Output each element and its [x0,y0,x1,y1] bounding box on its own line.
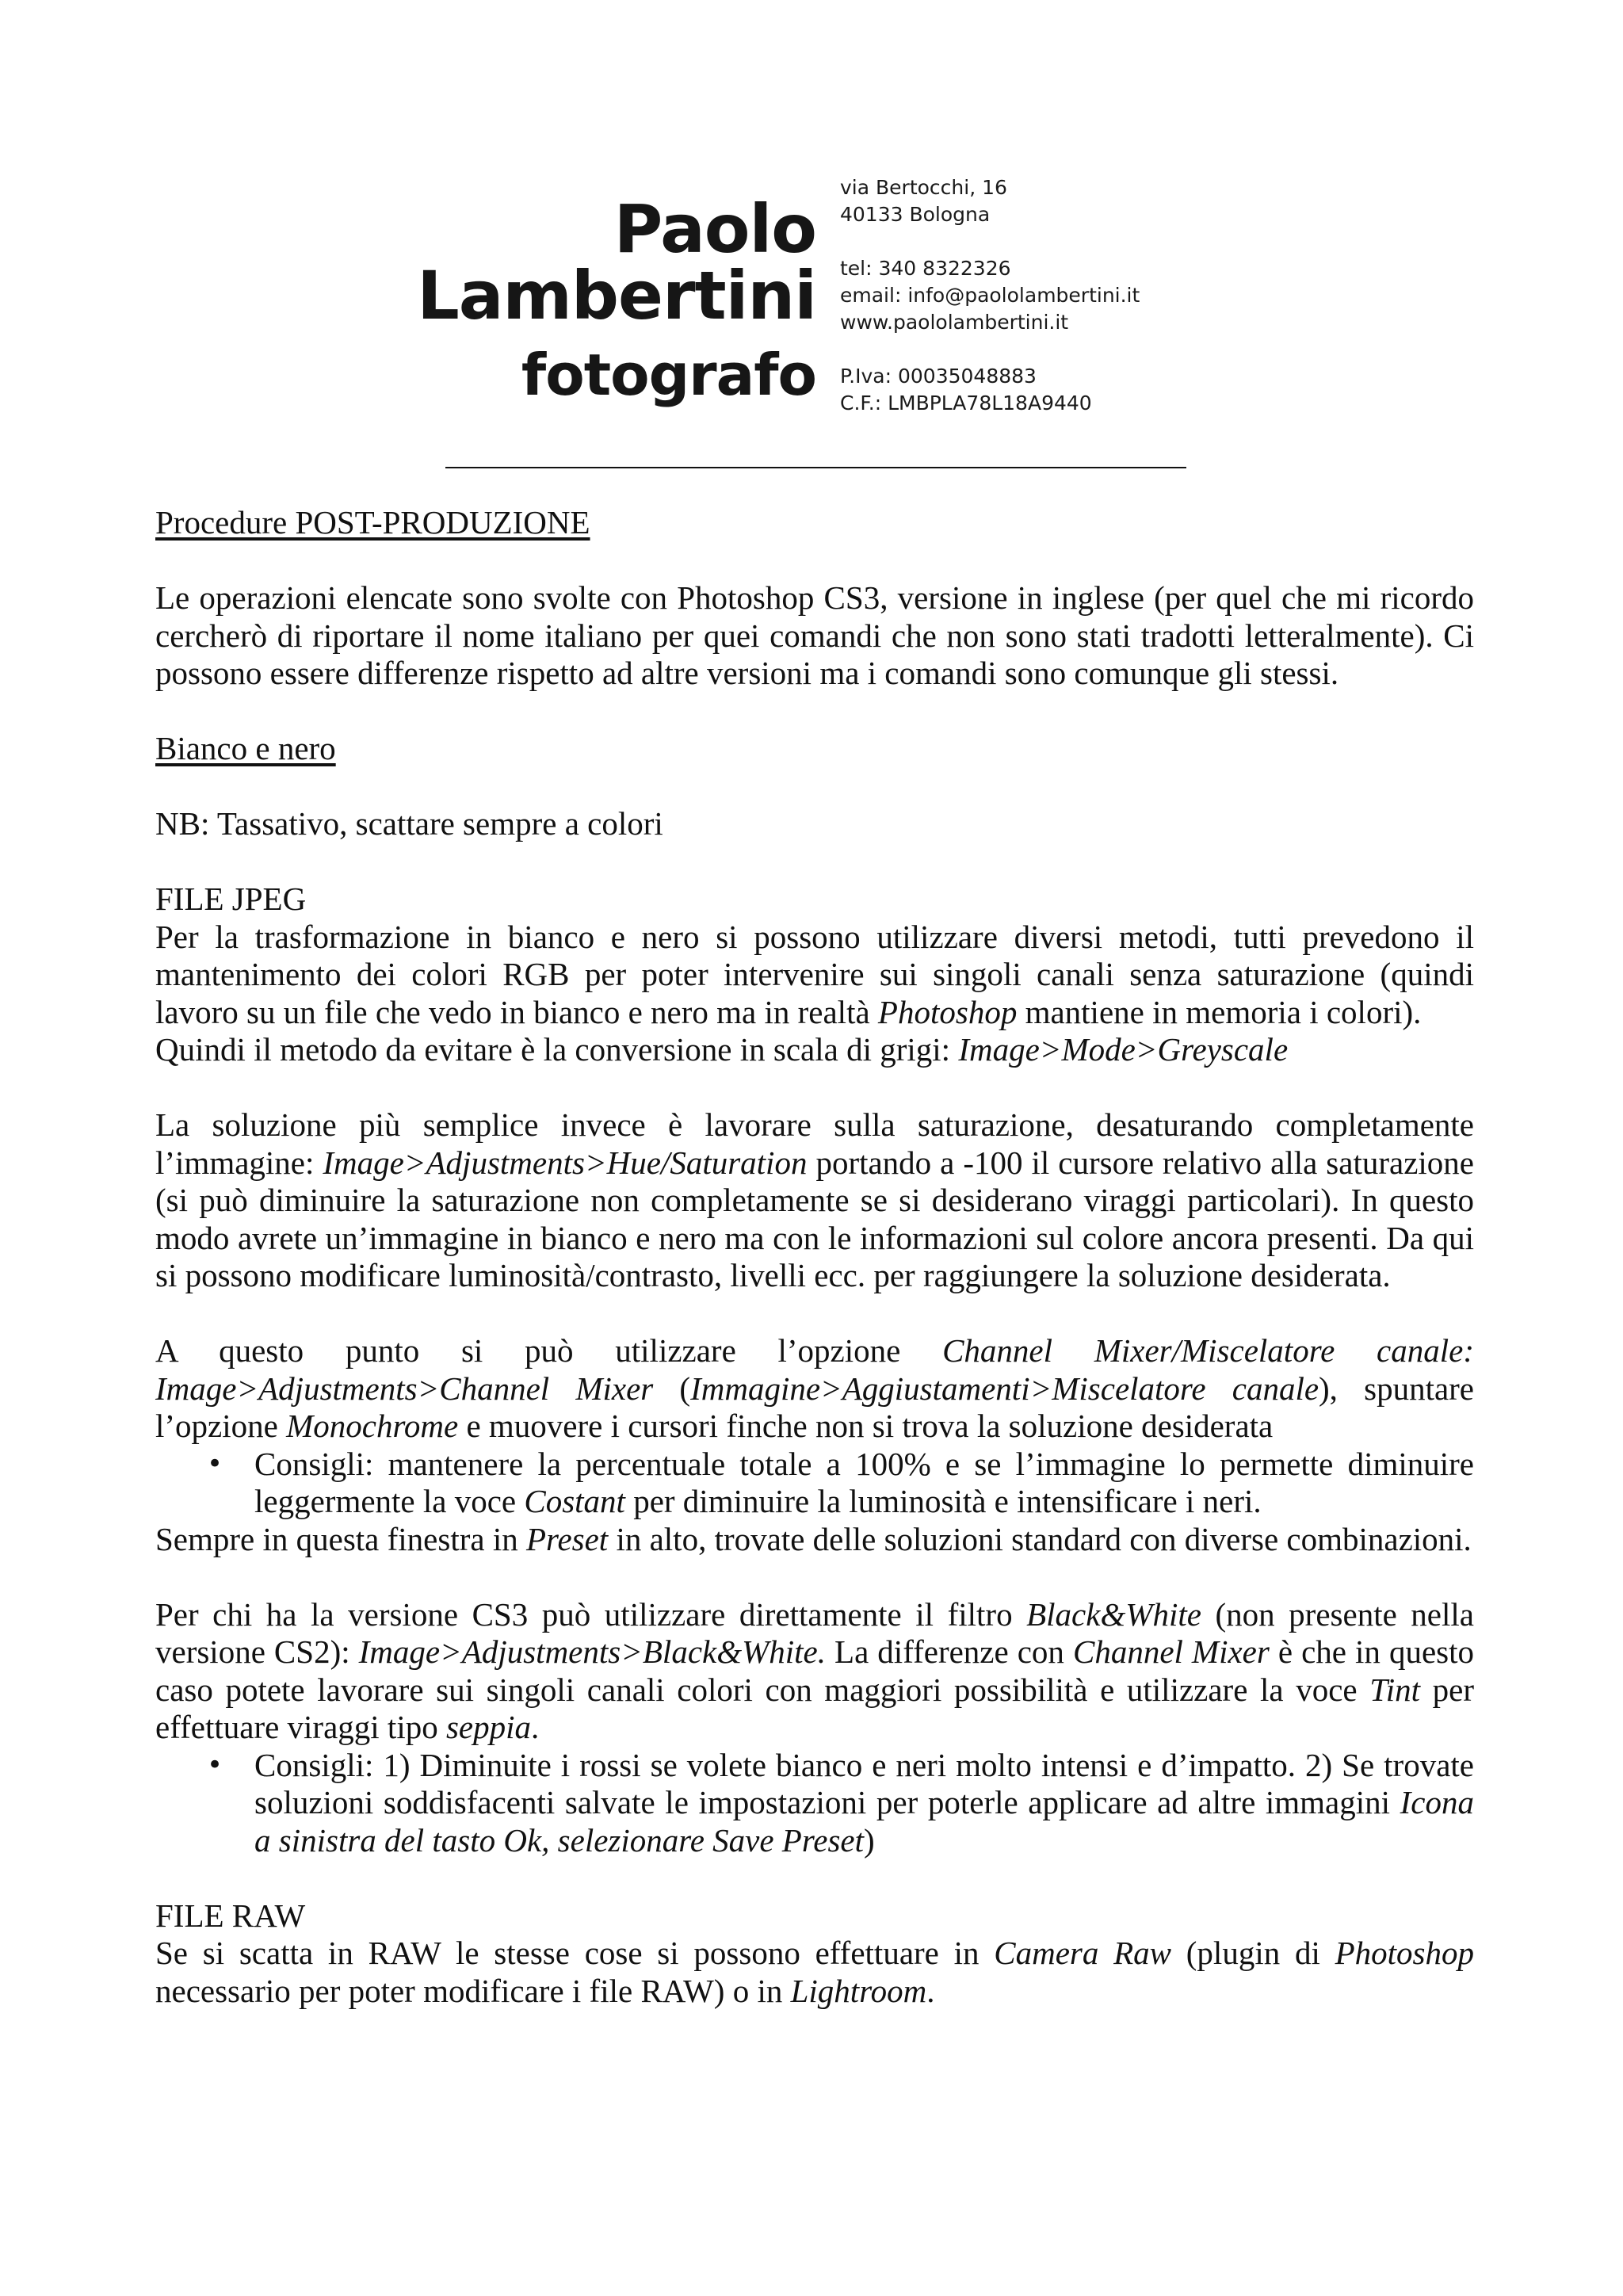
paragraph [155,805,1474,843]
italic-text: Photoshop [1335,1935,1475,1971]
italic-text: Image>Adjustments>Hue/Saturation [323,1144,808,1181]
text-run: . [531,1709,540,1745]
text-run: ) [864,1821,875,1859]
text-run: e muovere i cursori finche non si trova la soluzione desiderata [458,1408,1274,1444]
paragraph [155,919,1474,1032]
text-run: Per chi ha la versione CS3 può utilizzare direttamente il filtro [155,1595,1027,1633]
paragraph-gap [155,1069,1474,1107]
paragraph-gap [155,1295,1474,1333]
text-run: in alto, trovate delle soluzioni standard con diverse combinazioni. [608,1520,1472,1557]
paragraph [155,1935,1474,2010]
text-run: (plugin di [1171,1935,1335,1971]
paragraph [155,881,1474,919]
text-run: Consigli: 1) Diminuite i rossi se volete bianco e neri molto intensi e d’impatto. 2) Se trovate soluzioni soddisfacenti salvate le impostazioni per poterle applicare ad altre immagini [254,1746,1474,1820]
paragraph [155,1106,1474,1295]
brand-profession: fotografo [521,342,816,408]
text-run: FILE JPEG [155,881,307,917]
bullet-item [155,1747,1474,1860]
italic-text: Channel Mixer [1072,1633,1270,1670]
text-run: ), spuntare l’opzione [155,1370,1475,1444]
letterhead [0,162,1623,424]
text-run: Procedure POST-PRODUZIONE [155,504,590,541]
text-run: Quindi il metodo da evitare è la conversione in scala di grigi: [155,1031,959,1068]
text-run: Consigli: mantenere la percentuale totale a 100% e se l’immagine lo permette diminuire leggermente la voce [254,1445,1474,1519]
document-body [155,504,1474,2010]
paragraph-gap [155,768,1474,806]
paragraph [155,1521,1474,1559]
italic-text: Photoshop [877,993,1018,1030]
text-run: Sempre in questa finestra in [155,1520,526,1557]
paragraph-gap [155,693,1474,731]
paragraph [155,1031,1474,1069]
bullet-list [155,1446,1474,1521]
italic-text: Monochrome [286,1408,459,1444]
text-run: Le operazioni elencate sono svolte con Photoshop CS3, versione in inglese (per quel che mi ricordo cercherò di riportare il nome italiano per quei comandi che non sono stati tradotti letteralmente). Ci possono essere differenze rispetto ad altre versioni ma i comandi sono comunque gli stessi. [155,579,1474,691]
email-line: email: info@paololambertini.it [840,284,1140,307]
italic-text: Immagine>Aggiustamenti>Miscelatore canale [690,1370,1319,1407]
brand-logo [417,190,816,408]
italic-text: Camera Raw [994,1935,1172,1971]
text-run: portando a -100 il cursore relativo alla saturazione (si può diminuire la saturazione non completamente se si desiderano viraggi particolari). In questo modo avrete un’immagine in bianco e nero ma con le informazioni sul colore ancora presenti. Da qui si possono modificare luminosità/contrasto, livelli ecc. per raggiungere la soluzione desiderata. [155,1144,1474,1293]
fiscal-code: C.F.: LMBPLA78L18A9440 [840,392,1092,415]
text-run: ( [653,1370,691,1407]
bullet-item [155,1446,1474,1521]
text-run: La differenze con [826,1633,1073,1670]
text-run: per diminuire la luminosità e intensificare i neri. [624,1483,1262,1519]
italic-text: Preset [525,1520,609,1557]
text-run: per effettuare viraggi tipo [155,1671,1474,1745]
phone-line: tel: 340 8322326 [840,257,1011,280]
text-run: (non presente nella versione CS2): [155,1595,1474,1670]
text-run: Se si scatta in RAW le stesse cose si possono effettuare in [155,1935,995,1971]
paragraph [155,1897,1474,1935]
bullet-list [155,1747,1474,1860]
text-run: mantiene in memoria i colori). [1017,993,1422,1030]
contact-block [840,174,1140,417]
address-street: via Bertocchi, 16 [840,176,1007,199]
vat-number: P.Iva: 00035048883 [840,365,1037,388]
text-run: Per la trasformazione in bianco e nero si possono utilizzare diversi metodi, tutti prevedono il mantenimento dei colori RGB per poter intervenire sui singoli canali senza saturazione (quindi lavoro su un file che vedo in bianco e nero ma in realtà [155,918,1474,1030]
section-heading [155,504,1474,542]
paragraph [155,579,1474,693]
text-run: è che in questo caso potete lavorare sui singoli canali colori con maggiori possibilità e utilizzare la voce [155,1633,1474,1708]
text-run: necessario per poter modificare i file RAW) o in [155,1972,791,2009]
text-run: . [926,1972,935,2009]
italic-text: Black&White [1026,1595,1201,1633]
italic-text: Channel Mixer/Miscelatore canale: Image>Adjustments>Channel Mixer [155,1332,1474,1407]
italic-text: Image>Mode>Greyscale [958,1031,1289,1068]
section-heading [155,730,1474,768]
paragraph [155,1596,1474,1747]
brand-last-name: Lambertini [417,257,816,334]
italic-text: Tint [1369,1671,1421,1708]
text-run: FILE RAW [155,1897,306,1934]
address-group [840,174,1140,228]
paragraph-gap [155,1859,1474,1897]
italic-text: Costant [524,1483,625,1519]
italic-text: Icona a sinistra del tasto Ok, selezionare Save Preset [254,1784,1474,1859]
paragraph-gap [155,843,1474,881]
address-city: 40133 Bologna [840,203,991,226]
tax-group [840,363,1140,417]
italic-text: seppia [445,1709,532,1745]
website-line: www.paololambertini.it [840,311,1069,334]
italic-text: Lightroom [790,1972,927,2009]
header-rule [445,467,1186,468]
paragraph-gap [155,1558,1474,1596]
text-run: NB: Tassativo, scattare sempre a colori [155,805,663,842]
text-run: A questo punto si può utilizzare l’opzione [155,1332,943,1369]
contacts-group [840,255,1140,336]
text-run: Bianco e nero [155,730,336,766]
brand-first-name: Paolo [613,190,816,268]
paragraph [155,1332,1474,1446]
paragraph-gap [155,542,1474,580]
italic-text: Image>Adjustments>Black&White. [358,1633,826,1670]
text-run: La soluzione più semplice invece è lavorare sulla saturazione, desaturando completamente l’immagine: [155,1106,1474,1181]
